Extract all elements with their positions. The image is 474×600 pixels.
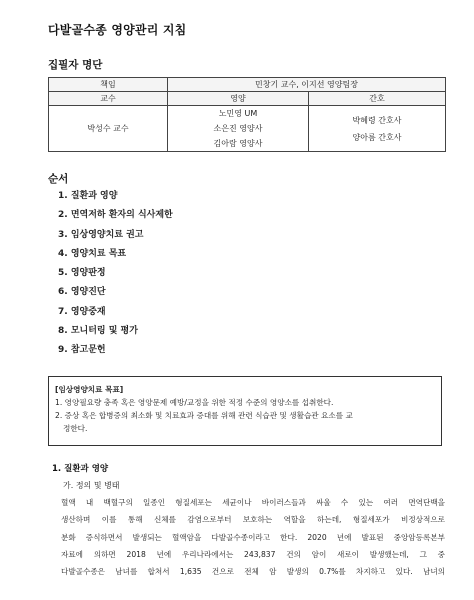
toc-item: 9. 참고문헌: [58, 345, 106, 356]
nursing-name: 양아름 간호사: [352, 132, 402, 142]
authors-table: [48, 77, 446, 152]
document-title: 다발골수종 영양관리 지침: [48, 23, 187, 37]
nutrition-goals-box: [48, 376, 442, 446]
nursing-names-cell: [309, 106, 446, 152]
body-paragraph: [61, 494, 445, 580]
nutrition-column-header: 영양: [168, 92, 309, 106]
professor-name: 박성수 교수: [87, 124, 129, 133]
nutrition-name: 소은진 영양사: [213, 124, 263, 133]
role-value-cell: 민창기 교수, 이지선 영양팀장: [168, 78, 446, 92]
toc-item: 7. 영양중재: [58, 306, 106, 317]
toc-item: 2. 면역저하 환자의 식사제한: [58, 210, 173, 221]
authors-table-row-columns: [49, 92, 446, 106]
authors-table-row-role: [49, 78, 446, 92]
paragraph-line: 분화 증식하면서 발생되는 혈액암을 다발골수종이라고 한다. 2020 년에 발표된 중앙암등록본부: [61, 532, 445, 542]
toc-item: 5. 영양판정: [58, 268, 106, 279]
nutrition-goal-item: 2. 증상 혹은 합병증의 최소화 및 치료효과 증대를 위해 관련 식습관 및 생활습관 요소를 교: [55, 411, 353, 420]
nursing-column-header: 간호: [309, 92, 446, 106]
toc-item: 3. 임상영양치료 권고: [58, 229, 144, 240]
toc-item: 6. 영양진단: [58, 287, 106, 298]
nursing-name: 박혜령 간호사: [352, 115, 402, 125]
authors-heading: 집필자 명단: [48, 59, 103, 71]
nutrition-name: 노민영 UM: [218, 109, 258, 118]
authors-table-row-names: [49, 106, 446, 152]
paragraph-line: 다발골수종은 남녀를 합쳐서 1,635 건으로 전체 암 발생의 0.7%를 차지하고 있다. 남녀의: [61, 567, 445, 577]
paragraph-line: 자료에 의하면 2018 년에 우리나라에서는 243,837 건의 암이 새로이 발생했는데, 그 중: [61, 549, 445, 559]
professor-names-cell: [49, 106, 168, 152]
section-heading: 1. 질환과 영양: [52, 464, 109, 474]
subsection-heading: 가. 정의 및 병태: [63, 481, 120, 490]
nutrition-names-cell: [168, 106, 309, 152]
toc-item: 1. 질환과 영양: [58, 191, 118, 201]
paragraph-line: 생산하며 이를 통해 신체를 감염으로부터 보호하는 역할을 하는데, 형질세포가 비정상적으로: [61, 515, 445, 525]
role-header-cell: 책임: [49, 78, 168, 92]
toc-heading: 순서: [48, 173, 69, 185]
professor-column-header: 교수: [49, 92, 168, 106]
nutrition-goal-item-continued: 정한다.: [63, 424, 88, 433]
nutrition-goals-title: [임상영양치료 목표]: [55, 385, 124, 394]
nutrition-name: 김아람 영양사: [213, 139, 263, 148]
nutrition-goal-item: 1. 영양필요량 충족 혹은 영양문제 예방/교정을 위한 적정 수준의 영양소를 섭취한다.: [55, 398, 334, 407]
paragraph-line: 혈액 내 백혈구의 일종인 형질세포는 세균이나 바이러스들과 싸울 수 있는 여러 면역단백을: [61, 498, 445, 507]
toc-item: 4. 영양치료 목표: [58, 248, 127, 259]
toc-item: 8. 모니터링 및 평가: [58, 326, 138, 337]
toc-list: [58, 187, 173, 361]
